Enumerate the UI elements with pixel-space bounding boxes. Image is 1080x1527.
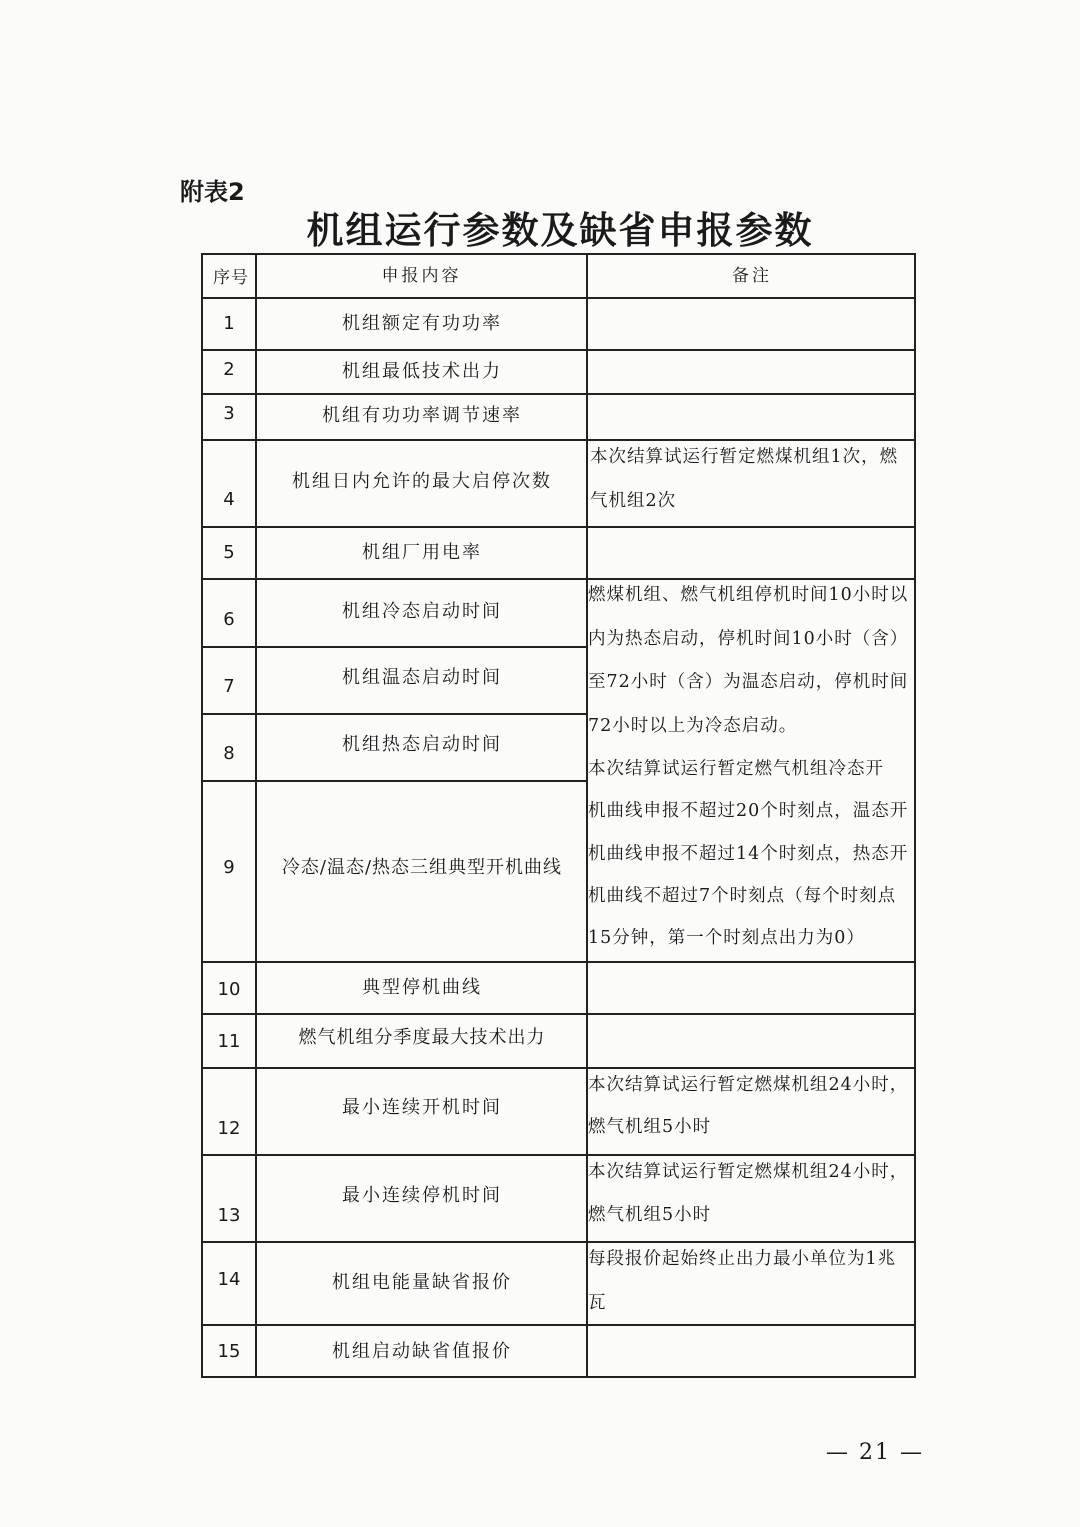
row-divider xyxy=(203,439,914,441)
note-line: 机曲线申报不超过14个时刻点，热态开 xyxy=(588,844,909,864)
row-seq: 2 xyxy=(223,359,235,380)
note-line: 本次结算试运行暂定燃煤机组1次，燃 xyxy=(590,447,899,467)
header-content: 申报内容 xyxy=(381,266,462,286)
note-line: 本次结算试运行暂定燃煤机组24小时， xyxy=(588,1162,909,1182)
page-number: — 21 — xyxy=(826,1440,924,1465)
row-content: 燃气机组分季度最大技术出力 xyxy=(298,1027,546,1048)
row-divider xyxy=(203,780,586,782)
note-line: 气机组2次 xyxy=(590,491,677,511)
row-content: 机组最低技术出力 xyxy=(342,361,502,382)
row-seq: 4 xyxy=(223,489,235,510)
row-divider xyxy=(203,1067,914,1069)
row-divider xyxy=(203,713,586,715)
row-divider xyxy=(203,578,914,580)
note-line: 内为热态启动，停机时间10小时（含） xyxy=(588,629,909,649)
row-content: 机组额定有功功率 xyxy=(342,313,502,334)
row-content: 最小连续开机时间 xyxy=(342,1097,502,1118)
row-divider xyxy=(203,297,914,299)
row-divider xyxy=(203,526,914,528)
row-seq: 6 xyxy=(223,609,235,630)
note-line: 至72小时（含）为温态启动，停机时间 xyxy=(588,672,909,692)
row-seq: 8 xyxy=(223,743,235,764)
row-content: 机组启动缺省值报价 xyxy=(332,1341,512,1362)
note-line: 每段报价起始终止出力最小单位为1兆 xyxy=(588,1249,897,1269)
row-divider xyxy=(203,349,914,351)
row-divider xyxy=(203,961,914,963)
row-seq: 3 xyxy=(223,403,235,424)
note-line: 本次结算试运行暂定燃气机组冷态开 xyxy=(588,759,884,779)
note-line: 机曲线不超过7个时刻点（每个时刻点 xyxy=(588,886,897,906)
row-content: 典型停机曲线 xyxy=(362,977,482,998)
row-content: 最小连续停机时间 xyxy=(342,1185,502,1206)
note-line: 燃煤机组、燃气机组停机时间10小时以 xyxy=(588,585,909,605)
parameter-table xyxy=(201,253,916,1378)
row-seq: 10 xyxy=(217,979,241,1000)
row-content: 冷态/温态/热态三组典型开机曲线 xyxy=(281,857,563,878)
note-line: 燃气机组5小时 xyxy=(588,1117,712,1137)
row-seq: 11 xyxy=(217,1031,241,1052)
row-divider xyxy=(203,646,586,648)
note-line: 瓦 xyxy=(588,1293,607,1313)
row-divider xyxy=(203,1241,914,1243)
page-title: 机组运行参数及缺省申报参数 xyxy=(306,209,814,252)
note-line: 本次结算试运行暂定燃煤机组24小时， xyxy=(588,1075,909,1095)
note-line: 72小时以上为冷态启动。 xyxy=(588,716,798,736)
row-divider xyxy=(203,1013,914,1015)
row-content: 机组电能量缺省报价 xyxy=(332,1272,512,1293)
row-seq: 15 xyxy=(217,1341,241,1362)
row-divider xyxy=(203,1154,914,1156)
note-line: 15分钟，第一个时刻点出力为0） xyxy=(588,928,865,948)
row-seq: 5 xyxy=(223,542,235,563)
row-seq: 12 xyxy=(217,1118,241,1139)
row-divider xyxy=(203,393,914,395)
row-seq: 7 xyxy=(223,676,235,697)
note-line: 机曲线申报不超过20个时刻点，温态开 xyxy=(588,801,909,821)
row-content: 机组有功功率调节速率 xyxy=(322,405,522,426)
row-seq: 1 xyxy=(223,313,235,334)
row-seq: 14 xyxy=(217,1269,241,1290)
attachment-label: 附表2 xyxy=(180,178,245,206)
header-seq: 序号 xyxy=(213,268,249,288)
row-seq: 13 xyxy=(217,1205,241,1226)
row-seq: 9 xyxy=(223,857,235,878)
row-content: 机组冷态启动时间 xyxy=(342,601,502,622)
row-divider xyxy=(203,1324,914,1326)
row-content: 机组温态启动时间 xyxy=(342,667,502,688)
row-content: 机组热态启动时间 xyxy=(342,734,502,755)
note-line: 燃气机组5小时 xyxy=(588,1205,712,1225)
header-note: 备注 xyxy=(732,266,772,286)
row-content: 机组厂用电率 xyxy=(362,542,482,563)
row-content: 机组日内允许的最大启停次数 xyxy=(292,471,552,492)
